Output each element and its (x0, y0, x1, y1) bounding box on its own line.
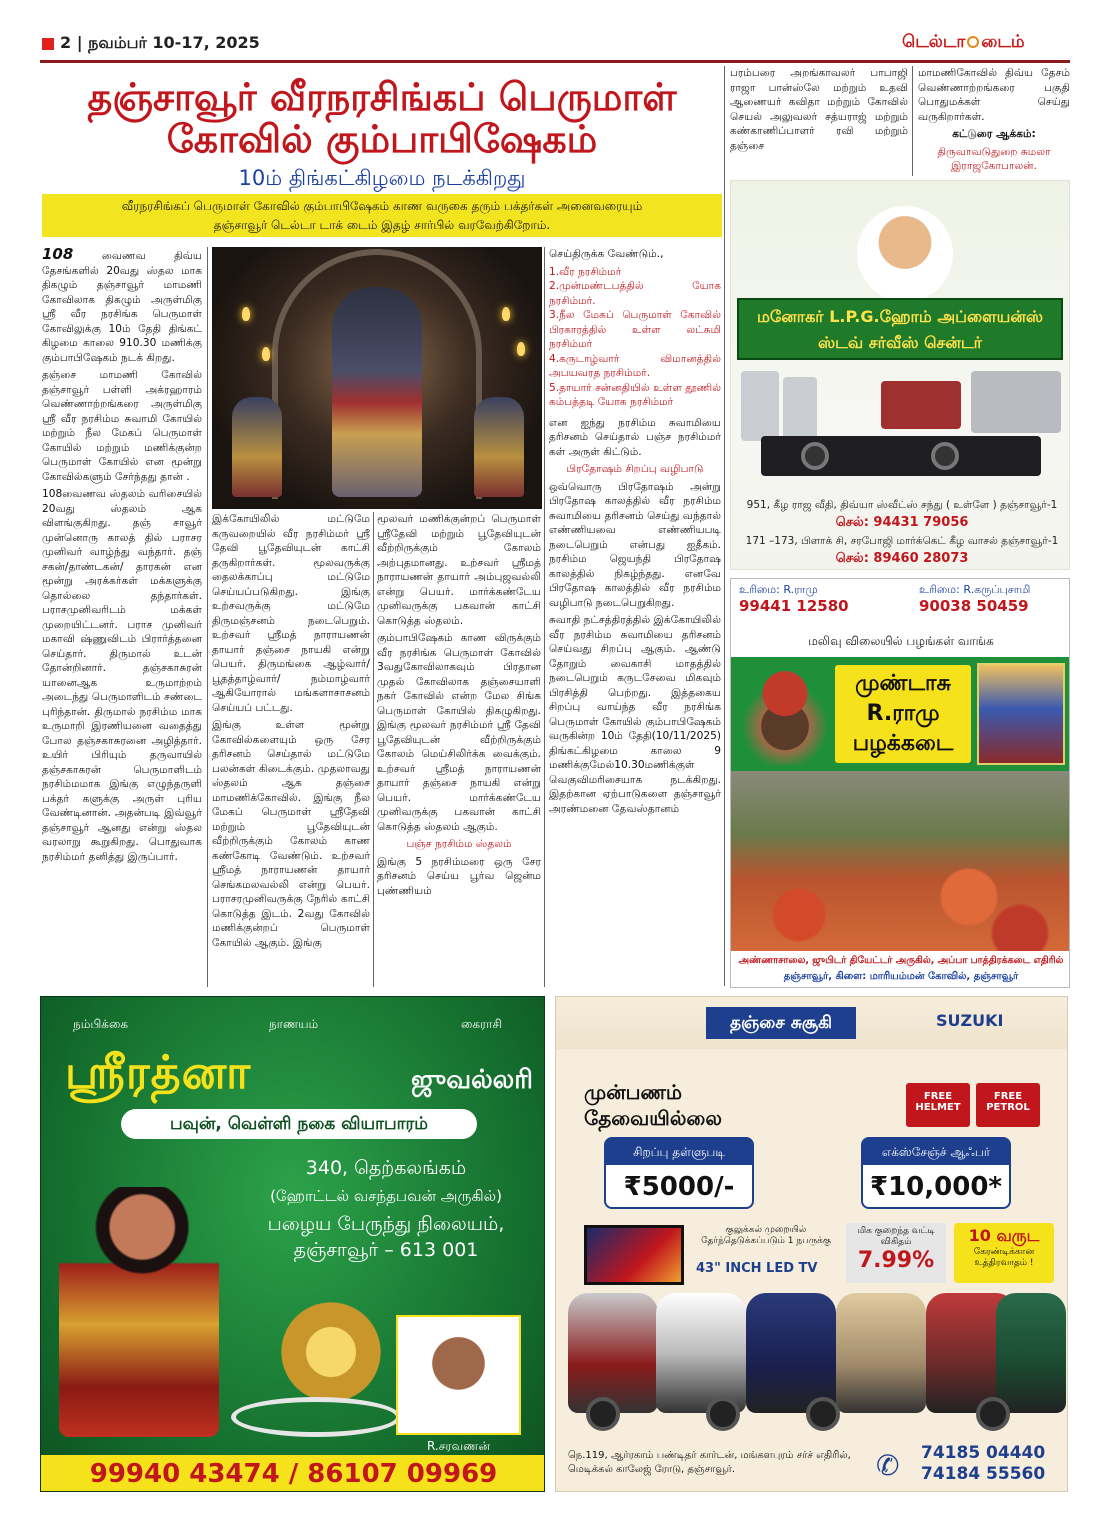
list-item: 3.நீல மேகப் பெருமாள் கோவில் பிரகாரத்தில் உள்ள லட்சுமி நரசிம்மர் (549, 309, 721, 350)
years-value: 10 வருட (968, 1226, 1040, 1245)
jewel-tag: நாணயம் (269, 1017, 319, 1031)
column-divider (912, 66, 913, 176)
shop-name (835, 665, 971, 763)
phone-icon: ✆ (876, 1449, 900, 1482)
list-item: 2.முன்மண்டபத்தில் யோக நரசிம்மர். (549, 280, 721, 307)
fruit-banner (731, 657, 1070, 771)
jewel-tag: கைராசி (461, 1017, 502, 1031)
masthead-logo (902, 32, 1025, 54)
dealer-phone: 74185 04440 (921, 1443, 1046, 1463)
paragraph: கும்பாபிஷேகம் காண விருக்கும் வீர நரசிங்க பெருமாள் கோவில் 3வதுகோவிலாகவும் பிரதான முதல் கோவிலாக தஞ்சையாளி நகர் கோவில் என்ற மேல சிங்க பெருமாள் கோயில் திகழுகிறது. இங்கு மூலவர் நரசிம்மர் ஸ்ரீ தேவி பூதேவியுடன் வீற்றிருக்கும் கோலம் மெய்சிலிர்க்க வைக்கும். உற்சவர் ஸ்ரீமத் நாராயணன் தாயார் தஞ்சை நாயகி என்று பெயர். மார்க்கண்டேய முனிவருக்கு பகவான் காட்சி கொடுத்த ஸ்தலம் ஆகும். (377, 632, 541, 833)
jewel-address: 340, தெற்கலங்கம் (305, 1157, 467, 1179)
byline-name: திருவாவடுதுறை சுமலா இராஜகோபாலன். (937, 145, 1051, 172)
jewel-address: தஞ்சாவூர் – 613 001 (293, 1239, 479, 1261)
paragraph: வைணவ திவ்ய தேசங்களில் 20வது ஸ்தல மாக திகழும் தஞ்சாவூர் மாமணி கோவிலாக திகழும் அருள்மிகு ஸ்ரீ வீர நரசிங்க பெருமாள் கோவிலுக்கு 10ம் தேதி திங்கட் கிழமை காலை 910.30 மணிக்கு கும்பாபிஷேகம் நடக் கிறது. (42, 250, 202, 364)
tv-text: குலுக்கல் முறையில் தேர்ந்தெடுக்கப்படும் 1 நபருக்கு (701, 1225, 831, 1246)
list-item: 5.தாயார் சன்னதியில் உள்ள தூணில் கம்பத்தடி யோக நரசிம்மர் (549, 381, 721, 408)
article-column-6 (918, 66, 1070, 176)
section-heading: பஞ்ச நரசிம்ம ஸ்தலம் (406, 838, 512, 850)
list-item: 4.கருடாழ்வார் விமானத்தில் அபயவரத நரசிம்மர். (549, 352, 721, 379)
jewel-tag: நம்பிக்கை (73, 1017, 129, 1031)
exchange-offer (861, 1137, 1011, 1209)
lpg-address-2: 171 –173, பிளாக் சி, சரபோஜி மார்க்கெட் கீழ வாசல் தஞ்சாவூர்-1 (745, 535, 1059, 547)
offer-label: எக்ஸ்சேஞ்ச் ஆஃபர் (863, 1139, 1009, 1165)
grinder-image (881, 381, 961, 429)
paragraph: 108வைணவ ஸ்தலம் வரிசையில் 20வது ஸ்தலம் ஆக விளங்குகிறது. தஞ் சாவூர் முன்னொரு காலத் தில் பராசர முனிவர் வாழ்ந்து வந்தார். தஞ் சகன்/தாண்டகன்/ தாரகன் என மூன்று அரக்கர்கள் மக்களுக்கு தொல்லை தந்தார்கள். பராசமுனிவரிடம் மக்கள் முறையிட்டனர். பராச முனிவர் மகாவி ஷ்ணுவிடம் பிரார்த்தனை செய்தார். திருமால் உடன் தோன்றினார். தஞ்சகாசுரன் யானைஆக உருமாற்றம் அடைந்து பெருமாளிடம் சண்டை புரிந்தான். திருமால் நரசிம்ம மாக உருமாறி இரணியனை வதைத்து போல தஞ்சகாசுரனை அழித்தார். உயிர் பிரியும் தருவாயில் தஞ்சகாசுரன் பெருமாளிடம் நரசிம்மமாக இங்கு எழுந்தருளி பக்தர் களுக்கு அருள் புரிய வேண்டினான். அதன்படி இவ்வூர் தஞ்சாவூர் ஆனது என்று ஸ்தல வரலாறு கூறுகிறது. பொதுவாக நரசிம்மர் தனித்து இருப்பார். (42, 488, 202, 863)
bike-image (746, 1293, 836, 1413)
bike-image (568, 1293, 658, 1413)
owner-name: R.சரவணன் (427, 1439, 490, 1453)
dealer-phones (921, 1443, 1045, 1485)
jewel-phones: 99940 43474 / 86107 09969 (41, 1455, 545, 1492)
column-divider (207, 247, 208, 987)
owner-2-phone: 90038 50459 (919, 597, 1029, 615)
gas-stove-image (761, 436, 1041, 476)
paragraph: செய்திருக்க வேண்டும்., (549, 248, 664, 260)
offer-label: சிறப்பு தள்ளுபடி (606, 1139, 752, 1165)
article-column-4 (549, 247, 721, 987)
jewel-address: (ஹோட்டல் வசந்தபவன் அருகில்) (270, 1187, 502, 1205)
narasimha-list (549, 265, 721, 410)
paragraph: இங்கு உள்ள மூன்று கோவில்களையும் ஒரு சேர தரிசனம் செய்தால் மட்டுமே பலன்கள் கிடைக்கும். முதலாவது ஸ்தலம் ஆக தஞ்சை மாமணிக்கோவில். இங்கு நீல மேகப் பெருமாள் ஸ்ரீதேவி மற்றும் பூதேவியுடன் வீற்றிருக்கும் கோலம் காண கண்கோடி வேண்டும். உற்சவர் ஸ்ரீமத் நாராயணன் தாயார் செங்கமலவல்லி என்று பெயர். பராசரமுனிவருக்கு நேரில் காட்சி கொடுத்த இடம். 2வது கோவில் மணிக்குன்றப் பெருமாள் கோயில் ஆகும். இங்கு (212, 719, 370, 949)
owner-1: உரிமை: R.ராமு (739, 583, 818, 596)
owner-portrait (396, 1315, 521, 1435)
offer-value: ₹10,000* (869, 1172, 1003, 1202)
paragraph: பரம்பரை அறங்காவலர் பாபாஜி ராஜா பான்ஸ்லே மற்றும் உதவி ஆணையர் கவிதா மற்றும் கோவில் செயல் அலுவலர் சத்யராஜ் மற்றும் கண்காணிப்பாளர் ரவி மற்றும் தஞ்சை (730, 67, 908, 152)
lpg-phone-1: செல்: 94431 79056 (835, 515, 969, 530)
lpg-subtitle: ஸ்டவ் சர்வீஸ் சென்டர் (817, 333, 982, 352)
mixer-image (783, 377, 817, 439)
deity-image (977, 663, 1065, 765)
paragraph: சுவாதி நட்சத்திரத்தில் இக்கோயிலில் வீர நரசிம்ம சுவாமியை தரிசனம் செய்வது சிறப்பு ஆகும். ஆண்டு தோறும் வைகாசி மாதத்தில் நடைபெறும் கருடசேவை மிகவும் பிரசித்தி பெற்றது. இத்தகைய சிறப்பு வாய்ந்த வீர நரசிங்க பெருமாள் கோயில் கும்பாபிஷேகம் வருகின்ற 10ம் தேதி(10/11/2025) திங்கட்கிழமை காலை 9 மணிக்குமேல்10.30மணிக்குள் வெகுவிமரிசையாக நடக்கிறது. இதற்கான ஏற்பாடுகளை தஞ்சாவூர் அரண்மனை தேவஸ்தானம் (549, 614, 721, 815)
welcome-line1: வீரநரசிங்கப் பெருமாள் கோவில் கும்பாபிஷேகம் காண வருகை தரும் பக்தர்கள் அனைவரையும் (121, 199, 643, 213)
warranty-box (954, 1223, 1054, 1283)
jewellery-advertisement (40, 996, 545, 1492)
column-divider (373, 512, 374, 987)
cooktop-image (971, 371, 1061, 433)
paragraph: இங்கு 5 நரசிம்மரை ஒரு சேர தரிசனம் செய்ய பூர்வ ஜென்ம புண்ணியம் (377, 855, 541, 897)
headline-line1: தஞ்சாவூர் வீரநரசிங்கப் பெருமாள் (87, 75, 677, 119)
temple-deity-photo (212, 247, 542, 509)
owner-portrait (857, 206, 953, 302)
jewel-brand: ஸ்ரீரத்னா (65, 1045, 252, 1099)
jewel-brand-suffix: ஜுவல்லரி (411, 1065, 533, 1095)
dealer-address (568, 1449, 851, 1477)
discount-offer (604, 1137, 754, 1209)
paragraph: தஞ்சை மாமணி கோவில் தஞ்சாவூர் பள்ளி அக்ரஹாரம் வெண்ணாற்றங்கரை அருள்மிகு ஸ்ரீ வீர நரசிம்ம சுவாமி கோயில் மற்றும் நீல மேகப் பெருமாள் கோயில் மற்றும் மணிக்குன்ற பெருமாள் கோயில் என மூன்று கோவில்களும் சேர்ந்தது தான் . (42, 369, 202, 483)
bike-image (656, 1293, 746, 1413)
mixer-image (741, 371, 779, 441)
logo-left: டெல்டா (902, 32, 966, 52)
lpg-title: மனோகர் L.P.G.ஹோம் அப்ளையன்ஸ் (756, 307, 1044, 326)
dealer-phone: 74184 55560 (921, 1464, 1046, 1484)
suzuki-logo: SUZUKI (936, 1011, 1004, 1030)
fruit-address: அண்ணாசாலை, ஜுபிடர் தியேட்டர் அருகில், அப்பா பாத்திரக்கடை எதிரில் (738, 955, 1064, 966)
shop-name-line: பழக்கடை (852, 731, 954, 756)
scooter-image (836, 1293, 926, 1413)
header-rule (40, 60, 1070, 63)
fruit-shop-advertisement (730, 578, 1070, 988)
free-petrol-badge: FREE PETROL (976, 1083, 1040, 1127)
article-column-3 (377, 512, 541, 987)
logo-right: டைம் (981, 32, 1025, 52)
jewel-tagline: பவுன், வெள்ளி நகை வியாபாரம் (121, 1109, 477, 1139)
rate-text: மிக குறைந்த வட்டி விகிதம் (857, 1226, 935, 1247)
years-text: கேரண்டிக்கான உத்திரவாதம் ! (973, 1247, 1035, 1268)
address-line: மெடிக்கல் காலேஜ் ரோடு, தஞ்சாவூர். (568, 1464, 736, 1475)
owner-1-phone: 99441 12580 (739, 597, 849, 615)
tv-image (584, 1225, 684, 1285)
jewel-address: பழைய பேருந்து நிலையம், (267, 1213, 505, 1235)
lpg-banner (737, 298, 1063, 360)
fruit-tagline: மலிவு விலையில் பழங்கள் வாங்க (808, 634, 994, 648)
header-marker (42, 38, 54, 50)
owner-portrait (739, 663, 831, 765)
paragraph: மாமணிகோவில் திவ்ய தேசம் வெண்ணாற்றங்கரை பகுதி பொதுமக்கள் செய்து வருகிறார்கள். (918, 67, 1070, 123)
offer-value: ₹5000/- (623, 1172, 735, 1202)
scooter-image (996, 1293, 1066, 1413)
article-column-1 (42, 247, 202, 987)
fruit-branch: தஞ்சாவூர், கிளை: மாரியம்மன் கோவில், தஞ்சாவூர் (783, 971, 1019, 982)
paragraph: இக்கோயிலில் மட்டுமே கருவறையில் வீர நரசிம்மர் ஸ்ரீ தேவி பூதேவியுடன் காட்சி தருகிறார்கள். மூலவருக்கு தைலக்காப்பு மட்டுமே செய்யப்படுகிறது. இங்கு உற்சவருக்கு மட்டுமே திருமஞ்சனம் நடைபெறும். உற்சவர் ஸ்ரீமத் நாராயணன் தாயார் தஞ்சை நாயகி என்று பெயர். திருமங்கை ஆழ்வார்/ பூதத்தாழ்வார்/ நம்மாழ்வார் ஆகியோரால் மங்களாசாசனம் செய்யப் பட்டது. (212, 513, 370, 714)
welcome-box (42, 194, 722, 237)
owner-2: உரிமை: R.கருப்புசாமி (919, 583, 1031, 596)
gold-necklace-image (266, 1302, 396, 1402)
column-divider (724, 66, 725, 986)
drop-number: 108 (42, 247, 74, 263)
section-heading: பிரதோஷம் சிறப்பு வழிபாடு (566, 463, 704, 475)
paragraph: மூலவர் மணிக்குன்றப் பெருமாள் ஸ்ரீதேவி மற்றும் பூதேவியுடன் வீற்றிருக்கும் கோலம் அற்புதமானது. உற்சவர் ஸ்ரீமத் நாராயணன் தாயார் அம்புஜவல்லி என்று பெயர். மார்க்கண்டேய முனிவருக்கு பகவான் காட்சி கொடுத்த ஸ்தலம். (377, 513, 541, 627)
headline-line2: கோவில் கும்பாபிஷேகம் (166, 117, 598, 161)
address-line: நெ.119, ஆர்ரகாம் பண்டிதர் கார்டன், மங்களபுரம் சர்ச் எதிரில், (568, 1450, 851, 1461)
interest-rate-box (846, 1223, 946, 1283)
rate-value: 7.99% (857, 1248, 935, 1273)
subheadline: 10ம் திங்கட்கிழமை நடக்கிறது (238, 166, 526, 190)
page-date: 2 | நவம்பர் 10-17, 2025 (60, 33, 260, 52)
list-item: 1.வீர நரசிம்மர் (549, 265, 622, 278)
tv-label: 43" INCH LED TV (696, 1261, 818, 1276)
article-column-2 (212, 512, 370, 987)
shop-name-line: R.ராமு (866, 701, 940, 726)
suzuki-advertisement (555, 996, 1068, 1492)
paragraph: என ஐந்து நரசிம்ம சுவாமியை தரிசனம் செய்தால் பஞ்ச நரசிம்மர் கள் அருள் கிட்டும். (549, 416, 721, 458)
lpg-phone-2: செல்: 89460 28073 (835, 551, 969, 566)
no-advance-text (584, 1079, 722, 1131)
no-advance-line: தேவையில்லை (584, 1106, 722, 1130)
fruit-stall-photo (731, 771, 1070, 951)
welcome-line2: தஞ்சாவூர் டெல்டா டாக் டைம் இதழ் சார்பில் வரவேற்கிறோம். (213, 218, 551, 232)
model-image (59, 1187, 219, 1437)
article-column-5 (730, 66, 908, 176)
lpg-address-1: 951, கீழ ராஜ வீதி, திவ்யா ஸ்வீட்ஸ் சந்து ( உள்ளே ) தஞ்சாவூர்-1 (746, 499, 1058, 511)
dealer-name: தஞ்சை சுசூகி (706, 1007, 856, 1039)
bangle-image (231, 1397, 401, 1437)
column-divider (544, 247, 545, 987)
logo-circle-icon (967, 36, 979, 48)
shop-name-line: முண்டாசு (855, 671, 951, 696)
lpg-advertisement (730, 180, 1070, 570)
byline-label: கட்டுரை ஆக்கம்: (952, 128, 1036, 140)
free-helmet-badge: FREE HELMET (906, 1083, 970, 1127)
paragraph: ஒவ்வொரு பிரதோஷம் அன்று பிரதோஷ காலத்தில் வீர நரசிம்ம சுவாமியை தரிசனம் செய்து வந்தால் எண்ணியவை எண்ணியபடி நடைபெறும் என்பது ஐதீகம். நரசிம்ம ஜெயந்தி பிரதோஷ காலத்தில் நிகழ்ந்தது. எனவே பிரதோஷ காலத்தில் வீர நரசிம்ம வழிபாடு நடைபெறுகிறது. (549, 480, 721, 609)
no-advance-line: முன்பணம் (584, 1080, 683, 1104)
